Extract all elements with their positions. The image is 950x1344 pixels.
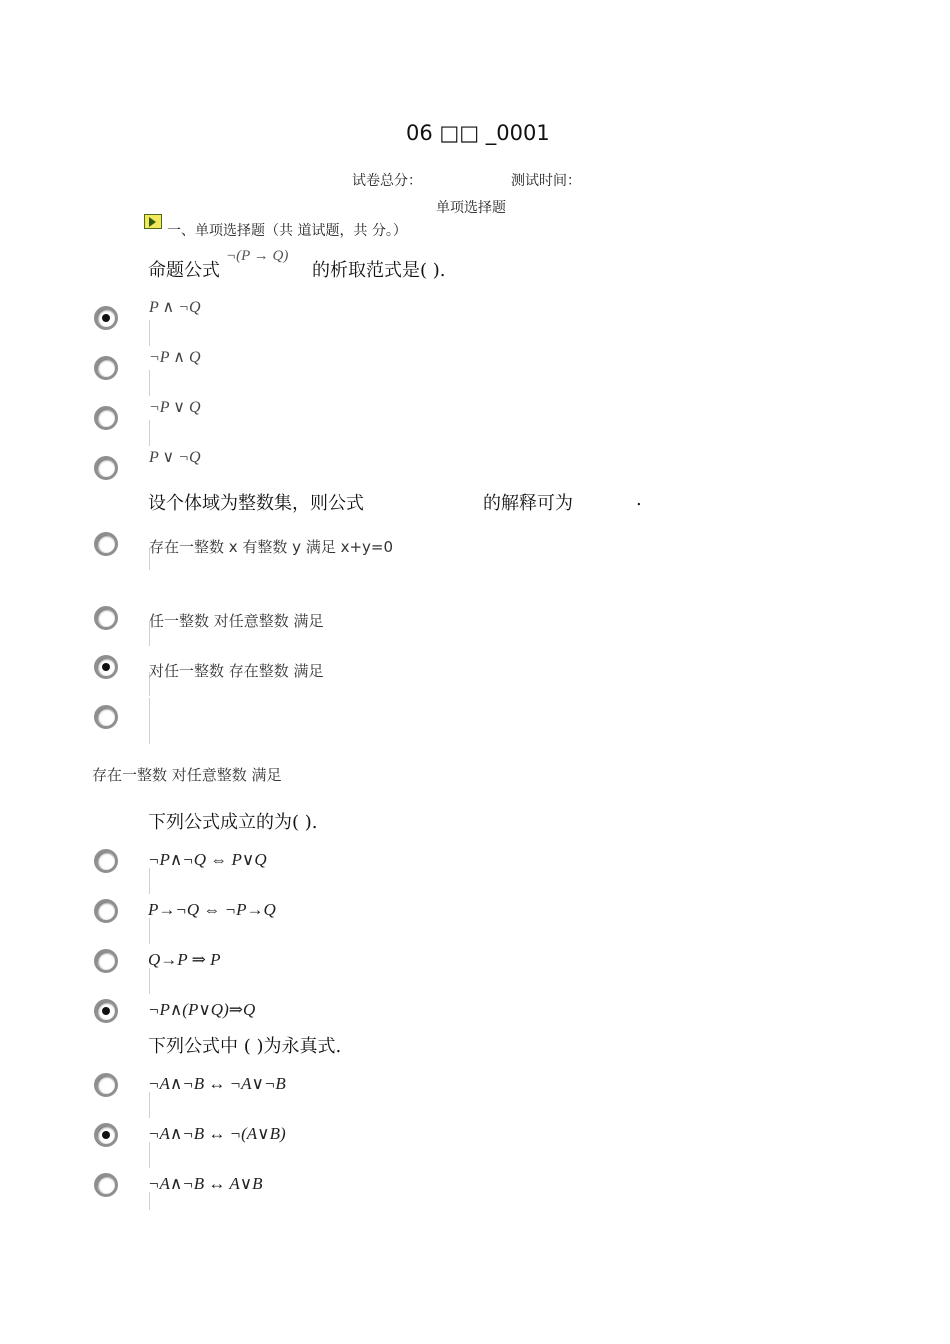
- divider: [149, 1192, 150, 1210]
- total-score-label: 试卷总分：: [352, 173, 422, 189]
- question-1-option-b-radio[interactable]: [94, 356, 118, 380]
- question-1-option-c-label: ¬P ∨ Q: [149, 399, 201, 416]
- question-1-option-a-radio[interactable]: [94, 306, 118, 330]
- section-name: 单项选择题: [436, 200, 506, 216]
- question-1-option-a-label: P ∧ ¬Q: [149, 299, 201, 316]
- question-4-option-b-radio[interactable]: [94, 1123, 118, 1147]
- divider: [149, 868, 150, 894]
- divider: [149, 1142, 150, 1168]
- question-2-option-c-radio[interactable]: [94, 655, 118, 679]
- arrow-icon: [144, 214, 162, 229]
- question-3-option-d-label: ¬P∧(P∨Q)⇒Q: [148, 1000, 256, 1019]
- question-1-formula: ¬(P → Q): [226, 248, 289, 264]
- question-3-option-b-label: P→¬Q ⇔ ¬P→Q: [148, 900, 276, 919]
- section-heading: 一、单项选择题（共 道试题，共 分。）: [167, 223, 407, 239]
- question-3-option-c-label: Q→P ⇒ P: [148, 950, 221, 969]
- divider: [149, 320, 150, 346]
- divider: [149, 420, 150, 446]
- divider: [149, 968, 150, 994]
- question-4-option-a-label: ¬A∧¬B ↔ ¬A∨¬B: [148, 1074, 286, 1093]
- question-4-option-c-radio[interactable]: [94, 1173, 118, 1197]
- question-1-stem-suffix: 的析取范式是( ).: [312, 260, 446, 281]
- question-2-stem-end: .: [636, 489, 642, 510]
- divider: [149, 698, 150, 744]
- question-1-option-d-radio[interactable]: [94, 456, 118, 480]
- question-3-option-b-radio[interactable]: [94, 899, 118, 923]
- question-2-option-a-radio[interactable]: [94, 532, 118, 556]
- question-4-option-b-label: ¬A∧¬B ↔ ¬(A∨B): [148, 1124, 286, 1143]
- question-2-option-b-label: 任一整数 对任意整数 满足: [149, 612, 324, 630]
- question-3-option-d-radio[interactable]: [94, 999, 118, 1023]
- question-2-option-d-radio[interactable]: [94, 705, 118, 729]
- divider: [149, 918, 150, 944]
- question-4-option-a-radio[interactable]: [94, 1073, 118, 1097]
- question-3-option-a-radio[interactable]: [94, 849, 118, 873]
- question-4-stem: 下列公式中 ( )为永真式.: [148, 1036, 342, 1057]
- question-4-option-c-label: ¬A∧¬B ↔ A∨B: [148, 1174, 263, 1193]
- question-2-stem-suffix: 的解释可为: [483, 493, 573, 514]
- question-1-option-d-label: P ∨ ¬Q: [149, 449, 201, 466]
- question-2-stem-prefix: 设个体域为整数集，则公式: [148, 493, 364, 514]
- divider: [149, 370, 150, 396]
- page-title: 06 □□ _0001: [406, 121, 550, 145]
- question-1-option-b-label: ¬P ∧ Q: [149, 349, 201, 366]
- question-2-option-d-label: 存在一整数 对任意整数 满足: [92, 766, 282, 784]
- question-1-option-c-radio[interactable]: [94, 406, 118, 430]
- question-2-option-a-label: 存在一整数 x 有整数 y 满足 x+y=0: [149, 538, 394, 556]
- question-3-stem: 下列公式成立的为( ).: [148, 812, 318, 833]
- question-2-option-b-radio[interactable]: [94, 606, 118, 630]
- test-time-label: 测试时间：: [511, 173, 581, 189]
- divider: [149, 1092, 150, 1118]
- question-3-option-a-label: ¬P∧¬Q ⇔ P∨Q: [148, 850, 267, 869]
- question-2-option-c-label: 对任一整数 存在整数 满足: [149, 662, 324, 680]
- question-3-option-c-radio[interactable]: [94, 949, 118, 973]
- question-1-stem-prefix: 命题公式: [148, 260, 220, 281]
